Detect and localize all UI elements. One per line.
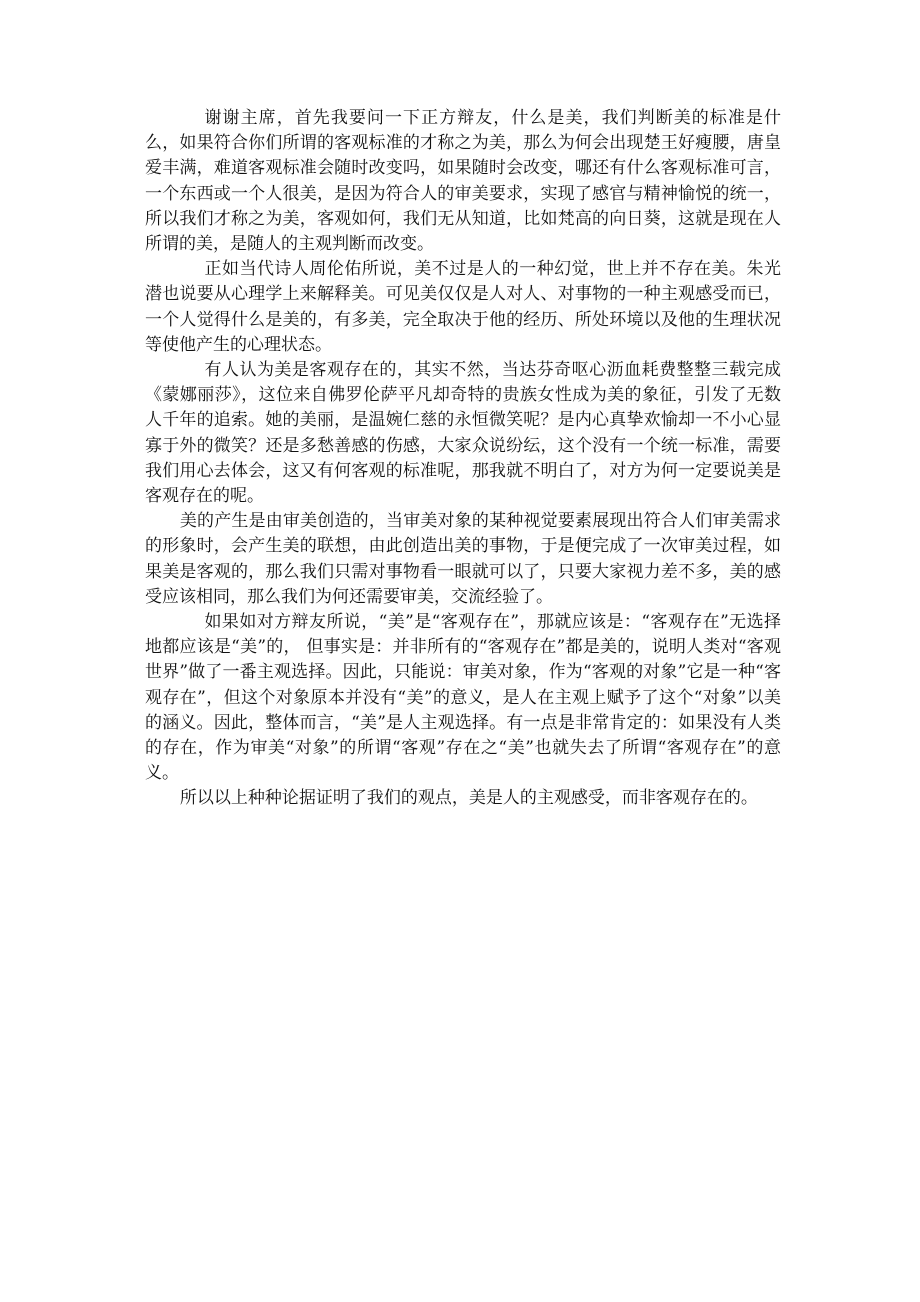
paragraph-5: 如果如对方辩友所说，“美”是“客观存在”，那就应该是：“客观存在”无选择地都应该是“美”的， 但事实是：并非所有的“客观存在”都是美的，说明人类对“客观世界”做了一番主观选择。因此，只能说：审美对象，作为“客观的对象”它是一种“客观存在”，但这个对象原本并没有“美”的意义，是人在主观上赋予了这个“对象”以美的涵义。因此，整体而言，“美”是人主观选择。有一点是非常肯定的：如果没有人类的存在，作为审美“对象”的所谓“客观”存在之“美”也就失去了所谓“客观存在”的意义。 (145, 612, 781, 784)
paragraph-4: 美的产生是由审美创造的，当审美对象的某种视觉要素展现出符合人们审美需求的形象时，会产生美的联想，由此创造出美的事物，于是便完成了一次审美过程，如果美是客观的，那么我们只需对事物看一眼就可以了，只要大家视力差不多，美的感受应该相同，那么我们为何还需要审美，交流经验了。 (145, 511, 781, 607)
paragraph-6: 所以以上种种论据证明了我们的观点，美是人的主观感受，而非客观存在的。 (179, 788, 758, 809)
paragraph-3: 有人认为美是客观存在的，其实不然，当达芬奇呕心沥血耗费整整三载完成《蒙娜丽莎》，这位来自佛罗伦萨平凡却奇特的贵族女性成为美的象征，引发了无数人千年的追索。她的美丽，是温婉仁慈的永恒微笑呢？是内心真挚欢愉却一不小心显寡于外的微笑？还是多愁善感的伤感，大家众说纷纭，这个没有一个统一标准，需要我们用心去体会，这又有何客观的标准呢，那我就不明白了，对方为何一定要说美是客观存在的呢。 (145, 360, 781, 507)
paragraph-1: 谢谢主席，首先我要问一下正方辩友，什么是美，我们判断美的标准是什么，如果符合你们所谓的客观标准的才称之为美，那么为何会出现楚王好瘦腰，唐皇爱丰满，难道客观标准会随时改变吗，如果随时会改变，哪还有什么客观标准可言，一个东西或一个人很美，是因为符合人的审美要求，实现了感官与精神愉悦的统一，所以我们才称之为美，客观如何，我们无从知道，比如梵高的向日葵，这就是现在人所谓的美，是随人的主观判断而改变。 (145, 108, 781, 255)
paragraph-2: 正如当代诗人周伦佑所说，美不过是人的一种幻觉，世上并不存在美。朱光潜也说要从心理学上来解释美。可见美仅仅是人对人、对事物的一种主观感受而已，一个人觉得什么是美的，有多美，完全取决于他的经历、所处环境以及他的生理状况等使他产生的心理状态。 (145, 259, 781, 355)
document-body (145, 106, 781, 812)
